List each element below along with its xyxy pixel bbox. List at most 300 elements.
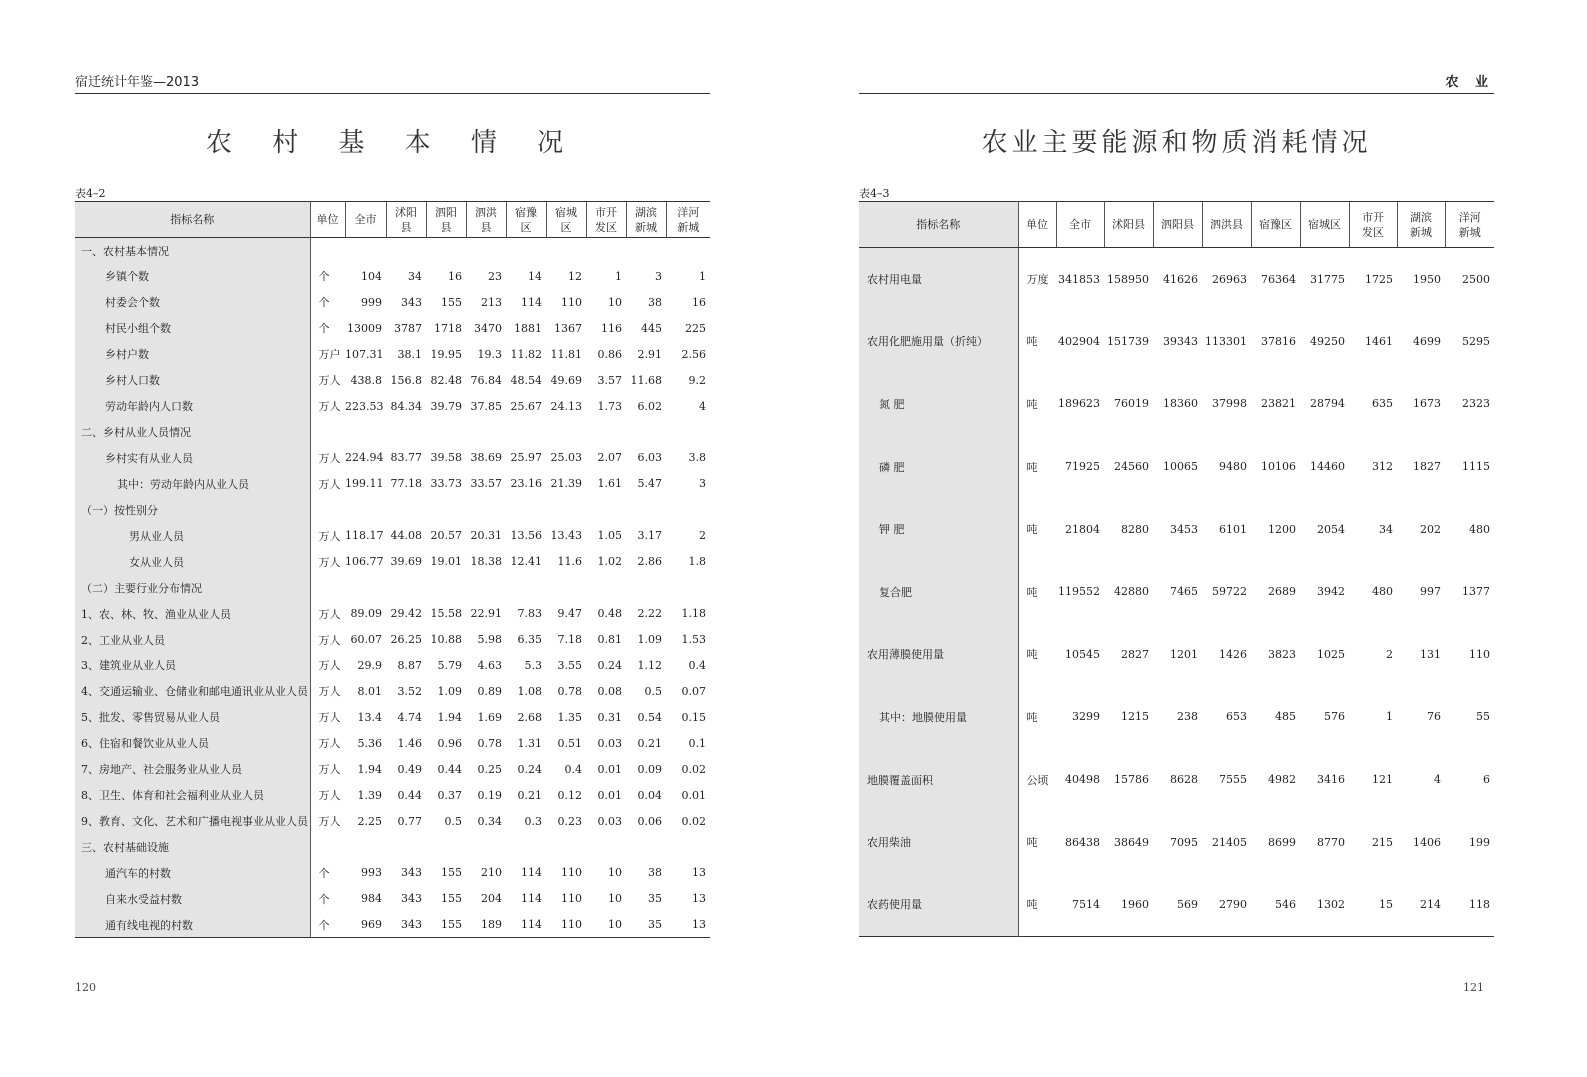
rural-basics-table [75, 201, 710, 938]
value-cell: 15 [1379, 897, 1393, 911]
value-cell: 485 [1275, 710, 1296, 724]
value-cell [345, 238, 386, 264]
value-cell: 156.8 [390, 373, 422, 387]
indicator-name: 乡村实有从业人员 [75, 445, 310, 471]
value-cell: 44.08 [390, 529, 422, 543]
value-cell: 16 [692, 295, 706, 309]
value-cell: 110 [561, 918, 582, 932]
table-row [75, 912, 710, 938]
value-cell: 0.5 [444, 814, 462, 828]
value-cell: 21.39 [550, 477, 582, 491]
value-cell: 55 [1476, 710, 1490, 724]
value-cell: 0.03 [597, 736, 622, 750]
indicator-name: （二）主要行业分布情况 [75, 575, 310, 601]
value-cell: 71925 [1065, 460, 1100, 474]
unit-cell: 吨 [1026, 335, 1038, 349]
value-cell: 1.18 [681, 607, 706, 621]
value-cell [666, 238, 710, 264]
value-cell: 119552 [1058, 585, 1100, 599]
left-page [75, 0, 710, 1077]
value-cell: 110 [561, 295, 582, 309]
value-cell: 0.54 [637, 710, 662, 724]
value-cell: 19.95 [430, 347, 462, 361]
value-cell: 114 [521, 892, 542, 906]
unit-cell: 万人 [318, 737, 341, 751]
value-cell: 14 [528, 269, 542, 283]
value-cell: 0.48 [597, 607, 622, 621]
unit-cell: 万人 [318, 400, 341, 414]
value-cell: 5.47 [637, 477, 662, 491]
unit-cell [310, 497, 345, 523]
value-cell [345, 497, 386, 523]
value-cell: 2.07 [597, 451, 622, 465]
value-cell: 18360 [1163, 397, 1198, 411]
value-cell: 2.68 [517, 710, 542, 724]
value-cell: 0.3 [524, 814, 542, 828]
table-row [75, 393, 710, 419]
value-cell: 0.03 [597, 814, 622, 828]
table-row [859, 748, 1494, 811]
value-cell: 20.31 [470, 529, 502, 543]
value-cell: 23 [488, 269, 502, 283]
indicator-name: 3、建筑业从业人员 [75, 653, 310, 679]
value-cell: 2323 [1462, 397, 1490, 411]
value-cell: 24560 [1114, 460, 1149, 474]
table-row [75, 782, 710, 808]
table-number: 表4–2 [75, 187, 106, 200]
indicator-name: 乡镇个数 [75, 263, 310, 289]
value-cell: 34 [408, 269, 422, 283]
value-cell: 0.21 [637, 736, 662, 750]
table-row [859, 623, 1494, 686]
value-cell: 2.86 [637, 555, 662, 569]
value-cell: 13009 [347, 321, 382, 335]
value-cell: 89.09 [350, 607, 382, 621]
value-cell: 546 [1275, 897, 1296, 911]
column-header: 单位 [1018, 202, 1056, 248]
indicator-name: 一、农村基本情况 [75, 238, 310, 264]
indicator-name: 复合肥 [859, 560, 1018, 623]
table-row [75, 808, 710, 834]
value-cell: 7465 [1170, 585, 1198, 599]
indicator-name: 磷 肥 [859, 435, 1018, 498]
unit-cell: 万户 [318, 348, 341, 362]
value-cell: 1.53 [681, 633, 706, 647]
value-cell: 23.16 [510, 477, 542, 491]
indicator-name: 4、交通运输业、仓储业和邮电通讯业从业人员 [75, 678, 310, 704]
value-cell: 1950 [1413, 272, 1441, 286]
value-cell: 76019 [1114, 397, 1149, 411]
unit-cell: 个 [318, 322, 330, 336]
value-cell [586, 497, 626, 523]
value-cell: 155 [441, 295, 462, 309]
value-cell: 131 [1420, 647, 1441, 661]
value-cell: 199 [1469, 835, 1490, 849]
column-header: 泗洪 县 [466, 202, 506, 238]
value-cell: 0.81 [597, 633, 622, 647]
value-cell: 107.31 [345, 347, 384, 361]
unit-cell: 万人 [318, 555, 341, 569]
value-cell: 576 [1324, 710, 1345, 724]
value-cell: 7095 [1170, 835, 1198, 849]
value-cell [466, 834, 506, 860]
value-cell: 0.44 [397, 788, 422, 802]
value-cell: 15786 [1114, 773, 1149, 787]
value-cell: 0.07 [681, 684, 706, 698]
value-cell: 1377 [1462, 585, 1490, 599]
unit-cell: 个 [318, 892, 330, 906]
table-row [75, 704, 710, 730]
page-number: 121 [1463, 981, 1484, 994]
indicator-name: 二、乡村从业人员情况 [75, 419, 310, 445]
value-cell: 204 [481, 892, 502, 906]
value-cell: 29.9 [357, 658, 382, 672]
value-cell [666, 419, 710, 445]
value-cell [586, 834, 626, 860]
column-header: 指标名称 [859, 202, 1018, 248]
column-header: 指标名称 [75, 202, 310, 238]
value-cell: 1.12 [637, 658, 662, 672]
value-cell: 14460 [1310, 460, 1345, 474]
unit-cell: 万度 [1026, 273, 1049, 287]
value-cell: 60.07 [350, 633, 382, 647]
value-cell [426, 419, 466, 445]
value-cell: 3 [655, 269, 662, 283]
value-cell: 3453 [1170, 522, 1198, 536]
unit-cell [310, 575, 345, 601]
value-cell: 8.87 [397, 658, 422, 672]
unit-cell: 万人 [318, 451, 341, 465]
value-cell: 1.94 [357, 762, 382, 776]
value-cell: 6 [1483, 773, 1490, 787]
value-cell: 984 [361, 892, 382, 906]
table-row [75, 367, 710, 393]
value-cell [426, 497, 466, 523]
value-cell: 10545 [1065, 647, 1100, 661]
column-header: 宿豫区 [1251, 202, 1300, 248]
value-cell: 2500 [1462, 272, 1490, 286]
value-cell [546, 238, 586, 264]
table-row [859, 373, 1494, 436]
value-cell: 16 [448, 269, 462, 283]
value-cell: 23821 [1261, 397, 1296, 411]
value-cell: 6101 [1219, 522, 1247, 536]
value-cell [466, 575, 506, 601]
value-cell: 5.79 [437, 658, 462, 672]
value-cell: 7.18 [557, 633, 582, 647]
header-row [859, 202, 1494, 248]
value-cell: 635 [1372, 397, 1393, 411]
value-cell: 10106 [1261, 460, 1296, 474]
value-cell: 1.31 [517, 736, 542, 750]
table-row [75, 445, 710, 471]
indicator-name: 钾 肥 [859, 498, 1018, 561]
chapter-title: 农 业 [1445, 75, 1494, 90]
value-cell [426, 238, 466, 264]
value-cell: 1673 [1413, 397, 1441, 411]
value-cell [386, 238, 426, 264]
value-cell [386, 834, 426, 860]
value-cell: 199.11 [345, 477, 384, 491]
value-cell: 76 [1427, 710, 1441, 724]
table-row [75, 886, 710, 912]
indicator-name: 农药使用量 [859, 873, 1018, 936]
indicator-name: 乡村户数 [75, 341, 310, 367]
value-cell: 0.89 [477, 684, 502, 698]
value-cell: 1.35 [557, 710, 582, 724]
value-cell: 3.8 [688, 451, 706, 465]
value-cell: 26.25 [390, 633, 422, 647]
value-cell: 1.09 [437, 684, 462, 698]
value-cell: 341853 [1058, 272, 1100, 286]
value-cell: 106.77 [345, 555, 384, 569]
indicator-name: 1、农、林、牧、渔业从业人员 [75, 601, 310, 627]
value-cell: 0.15 [681, 710, 706, 724]
unit-cell: 吨 [1026, 898, 1038, 912]
indicator-name: 村委会个数 [75, 289, 310, 315]
table-row [75, 341, 710, 367]
value-cell: 38.69 [470, 451, 502, 465]
value-cell: 8280 [1121, 522, 1149, 536]
value-cell: 3.52 [397, 684, 422, 698]
indicator-name: 男从业人员 [75, 523, 310, 549]
value-cell: 7514 [1072, 897, 1100, 911]
value-cell: 13.43 [550, 529, 582, 543]
unit-cell: 万人 [318, 789, 341, 803]
value-cell: 0.37 [437, 788, 462, 802]
column-header: 全市 [1056, 202, 1104, 248]
indicator-name: 8、卫生、体育和社会福利业从业人员 [75, 782, 310, 808]
value-cell: 8770 [1317, 835, 1345, 849]
value-cell: 1200 [1268, 522, 1296, 536]
column-header: 宿城区 [1300, 202, 1349, 248]
value-cell: 33.57 [470, 477, 502, 491]
value-cell: 1.69 [477, 710, 502, 724]
column-header: 宿城 区 [546, 202, 586, 238]
value-cell: 1725 [1365, 272, 1393, 286]
indicator-name: 通有线电视的村数 [75, 912, 310, 938]
column-header: 沭阳县 [1104, 202, 1153, 248]
value-cell: 402904 [1058, 334, 1100, 348]
column-header: 泗洪县 [1202, 202, 1251, 248]
value-cell: 0.31 [597, 710, 622, 724]
value-cell: 28794 [1310, 397, 1345, 411]
value-cell: 22.91 [470, 607, 502, 621]
value-cell: 1718 [434, 321, 462, 335]
value-cell: 84.34 [390, 399, 422, 413]
energy-consumption-table [859, 201, 1494, 937]
table-row [75, 627, 710, 653]
value-cell [386, 497, 426, 523]
value-cell [426, 834, 466, 860]
indicator-name: 2、工业从业人员 [75, 627, 310, 653]
table-row [75, 315, 710, 341]
value-cell: 1.46 [397, 736, 422, 750]
value-cell: 155 [441, 892, 462, 906]
value-cell: 8628 [1170, 773, 1198, 787]
indicator-name: 7、房地产、社会服务业从业人员 [75, 756, 310, 782]
unit-cell [310, 419, 345, 445]
value-cell: 10 [608, 295, 622, 309]
table-row [75, 263, 710, 289]
value-cell: 0.49 [397, 762, 422, 776]
value-cell: 11.6 [557, 555, 582, 569]
value-cell: 1.09 [637, 633, 662, 647]
value-cell: 1.08 [517, 684, 542, 698]
unit-cell: 个 [318, 866, 330, 880]
value-cell [666, 575, 710, 601]
value-cell: 2 [1386, 647, 1393, 661]
column-header: 宿豫 区 [506, 202, 546, 238]
value-cell: 49.69 [550, 373, 582, 387]
unit-cell: 吨 [1026, 523, 1038, 537]
table-row [859, 811, 1494, 874]
value-cell [666, 834, 710, 860]
value-cell: 2.56 [681, 347, 706, 361]
value-cell: 3416 [1317, 773, 1345, 787]
value-cell: 158950 [1107, 272, 1149, 286]
value-cell [345, 419, 386, 445]
value-cell: 1 [615, 269, 622, 283]
value-cell: 15.58 [430, 607, 462, 621]
value-cell: 0.04 [637, 788, 662, 802]
indicator-name: 农村用电量 [859, 248, 1018, 311]
value-cell [626, 419, 666, 445]
value-cell: 6.03 [637, 451, 662, 465]
value-cell: 5295 [1462, 334, 1490, 348]
value-cell: 42880 [1114, 585, 1149, 599]
indicator-name: 乡村人口数 [75, 367, 310, 393]
value-cell: 0.23 [557, 814, 582, 828]
value-cell: 6.35 [517, 633, 542, 647]
indicator-name: （一）按性别分 [75, 497, 310, 523]
value-cell: 39.79 [430, 399, 462, 413]
value-cell: 114 [521, 295, 542, 309]
value-cell: 0.24 [517, 762, 542, 776]
indicator-name: 农用薄膜使用量 [859, 623, 1018, 686]
indicator-name: 农用柴油 [859, 811, 1018, 874]
value-cell: 1.02 [597, 555, 622, 569]
value-cell: 0.08 [597, 684, 622, 698]
value-cell: 38649 [1114, 835, 1149, 849]
column-header: 湖滨 新城 [1397, 202, 1445, 248]
value-cell [546, 419, 586, 445]
value-cell: 0.78 [557, 684, 582, 698]
value-cell [586, 419, 626, 445]
value-cell: 110 [1469, 647, 1490, 661]
value-cell [586, 575, 626, 601]
value-cell: 104 [361, 269, 382, 283]
value-cell [345, 834, 386, 860]
value-cell: 39343 [1163, 334, 1198, 348]
unit-cell: 个 [318, 918, 330, 932]
value-cell: 25.03 [550, 451, 582, 465]
unit-cell: 个 [318, 270, 330, 284]
value-cell: 114 [521, 866, 542, 880]
value-cell: 189 [481, 918, 502, 932]
unit-cell: 万人 [318, 685, 341, 699]
value-cell: 480 [1372, 585, 1393, 599]
value-cell: 114 [521, 918, 542, 932]
value-cell: 0.02 [681, 814, 706, 828]
value-cell: 86438 [1065, 835, 1100, 849]
value-cell: 13.56 [510, 529, 542, 543]
value-cell: 19.3 [477, 347, 502, 361]
value-cell [466, 419, 506, 445]
value-cell [546, 497, 586, 523]
value-cell: 1367 [554, 321, 582, 335]
value-cell: 33.73 [430, 477, 462, 491]
value-cell: 202 [1420, 522, 1441, 536]
value-cell: 1 [1386, 710, 1393, 724]
value-cell: 13.4 [357, 710, 382, 724]
value-cell: 0.09 [637, 762, 662, 776]
value-cell [506, 575, 546, 601]
indicator-name: 村民小组个数 [75, 315, 310, 341]
value-cell: 1201 [1170, 647, 1198, 661]
table-row [75, 238, 710, 264]
value-cell: 343 [401, 866, 422, 880]
indicator-name: 通汽车的村数 [75, 860, 310, 886]
value-cell: 1.73 [597, 399, 622, 413]
value-cell: 0.86 [597, 347, 622, 361]
value-cell: 48.54 [510, 373, 542, 387]
value-cell: 0.12 [557, 788, 582, 802]
value-cell: 0.77 [397, 814, 422, 828]
column-header: 全市 [345, 202, 386, 238]
value-cell: 0.34 [477, 814, 502, 828]
running-head-left [75, 74, 710, 94]
indicator-name: 地膜覆盖面积 [859, 748, 1018, 811]
value-cell: 13 [692, 918, 706, 932]
value-cell: 18.38 [470, 555, 502, 569]
value-cell: 1215 [1121, 710, 1149, 724]
column-header: 市开 发区 [586, 202, 626, 238]
value-cell: 10 [608, 866, 622, 880]
value-cell: 0.24 [597, 658, 622, 672]
yearbook-title: 宿迁统计年鉴—2013 [75, 75, 200, 90]
value-cell: 10.88 [430, 633, 462, 647]
table-row [75, 523, 710, 549]
value-cell: 76364 [1261, 272, 1296, 286]
value-cell: 155 [441, 918, 462, 932]
value-cell: 6.02 [637, 399, 662, 413]
value-cell: 10 [608, 918, 622, 932]
table-row [75, 471, 710, 497]
value-cell: 4.63 [477, 658, 502, 672]
value-cell: 10 [608, 892, 622, 906]
value-cell: 0.21 [517, 788, 542, 802]
value-cell: 438.8 [350, 373, 382, 387]
value-cell [426, 575, 466, 601]
value-cell: 1827 [1413, 460, 1441, 474]
indicator-name: 其中：劳动年龄内从业人员 [75, 471, 310, 497]
value-cell: 20.57 [430, 529, 462, 543]
value-cell: 121 [1372, 773, 1393, 787]
value-cell: 13 [692, 866, 706, 880]
table-row [75, 575, 710, 601]
column-header: 单位 [310, 202, 345, 238]
value-cell: 215 [1372, 835, 1393, 849]
value-cell: 0.01 [597, 788, 622, 802]
value-cell: 1461 [1365, 334, 1393, 348]
value-cell: 59722 [1212, 585, 1247, 599]
table-title-rural-basics: 农 村 基 本 情 况 [205, 128, 580, 158]
value-cell: 21804 [1065, 522, 1100, 536]
value-cell [546, 834, 586, 860]
value-cell: 993 [361, 866, 382, 880]
value-cell: 238 [1177, 710, 1198, 724]
